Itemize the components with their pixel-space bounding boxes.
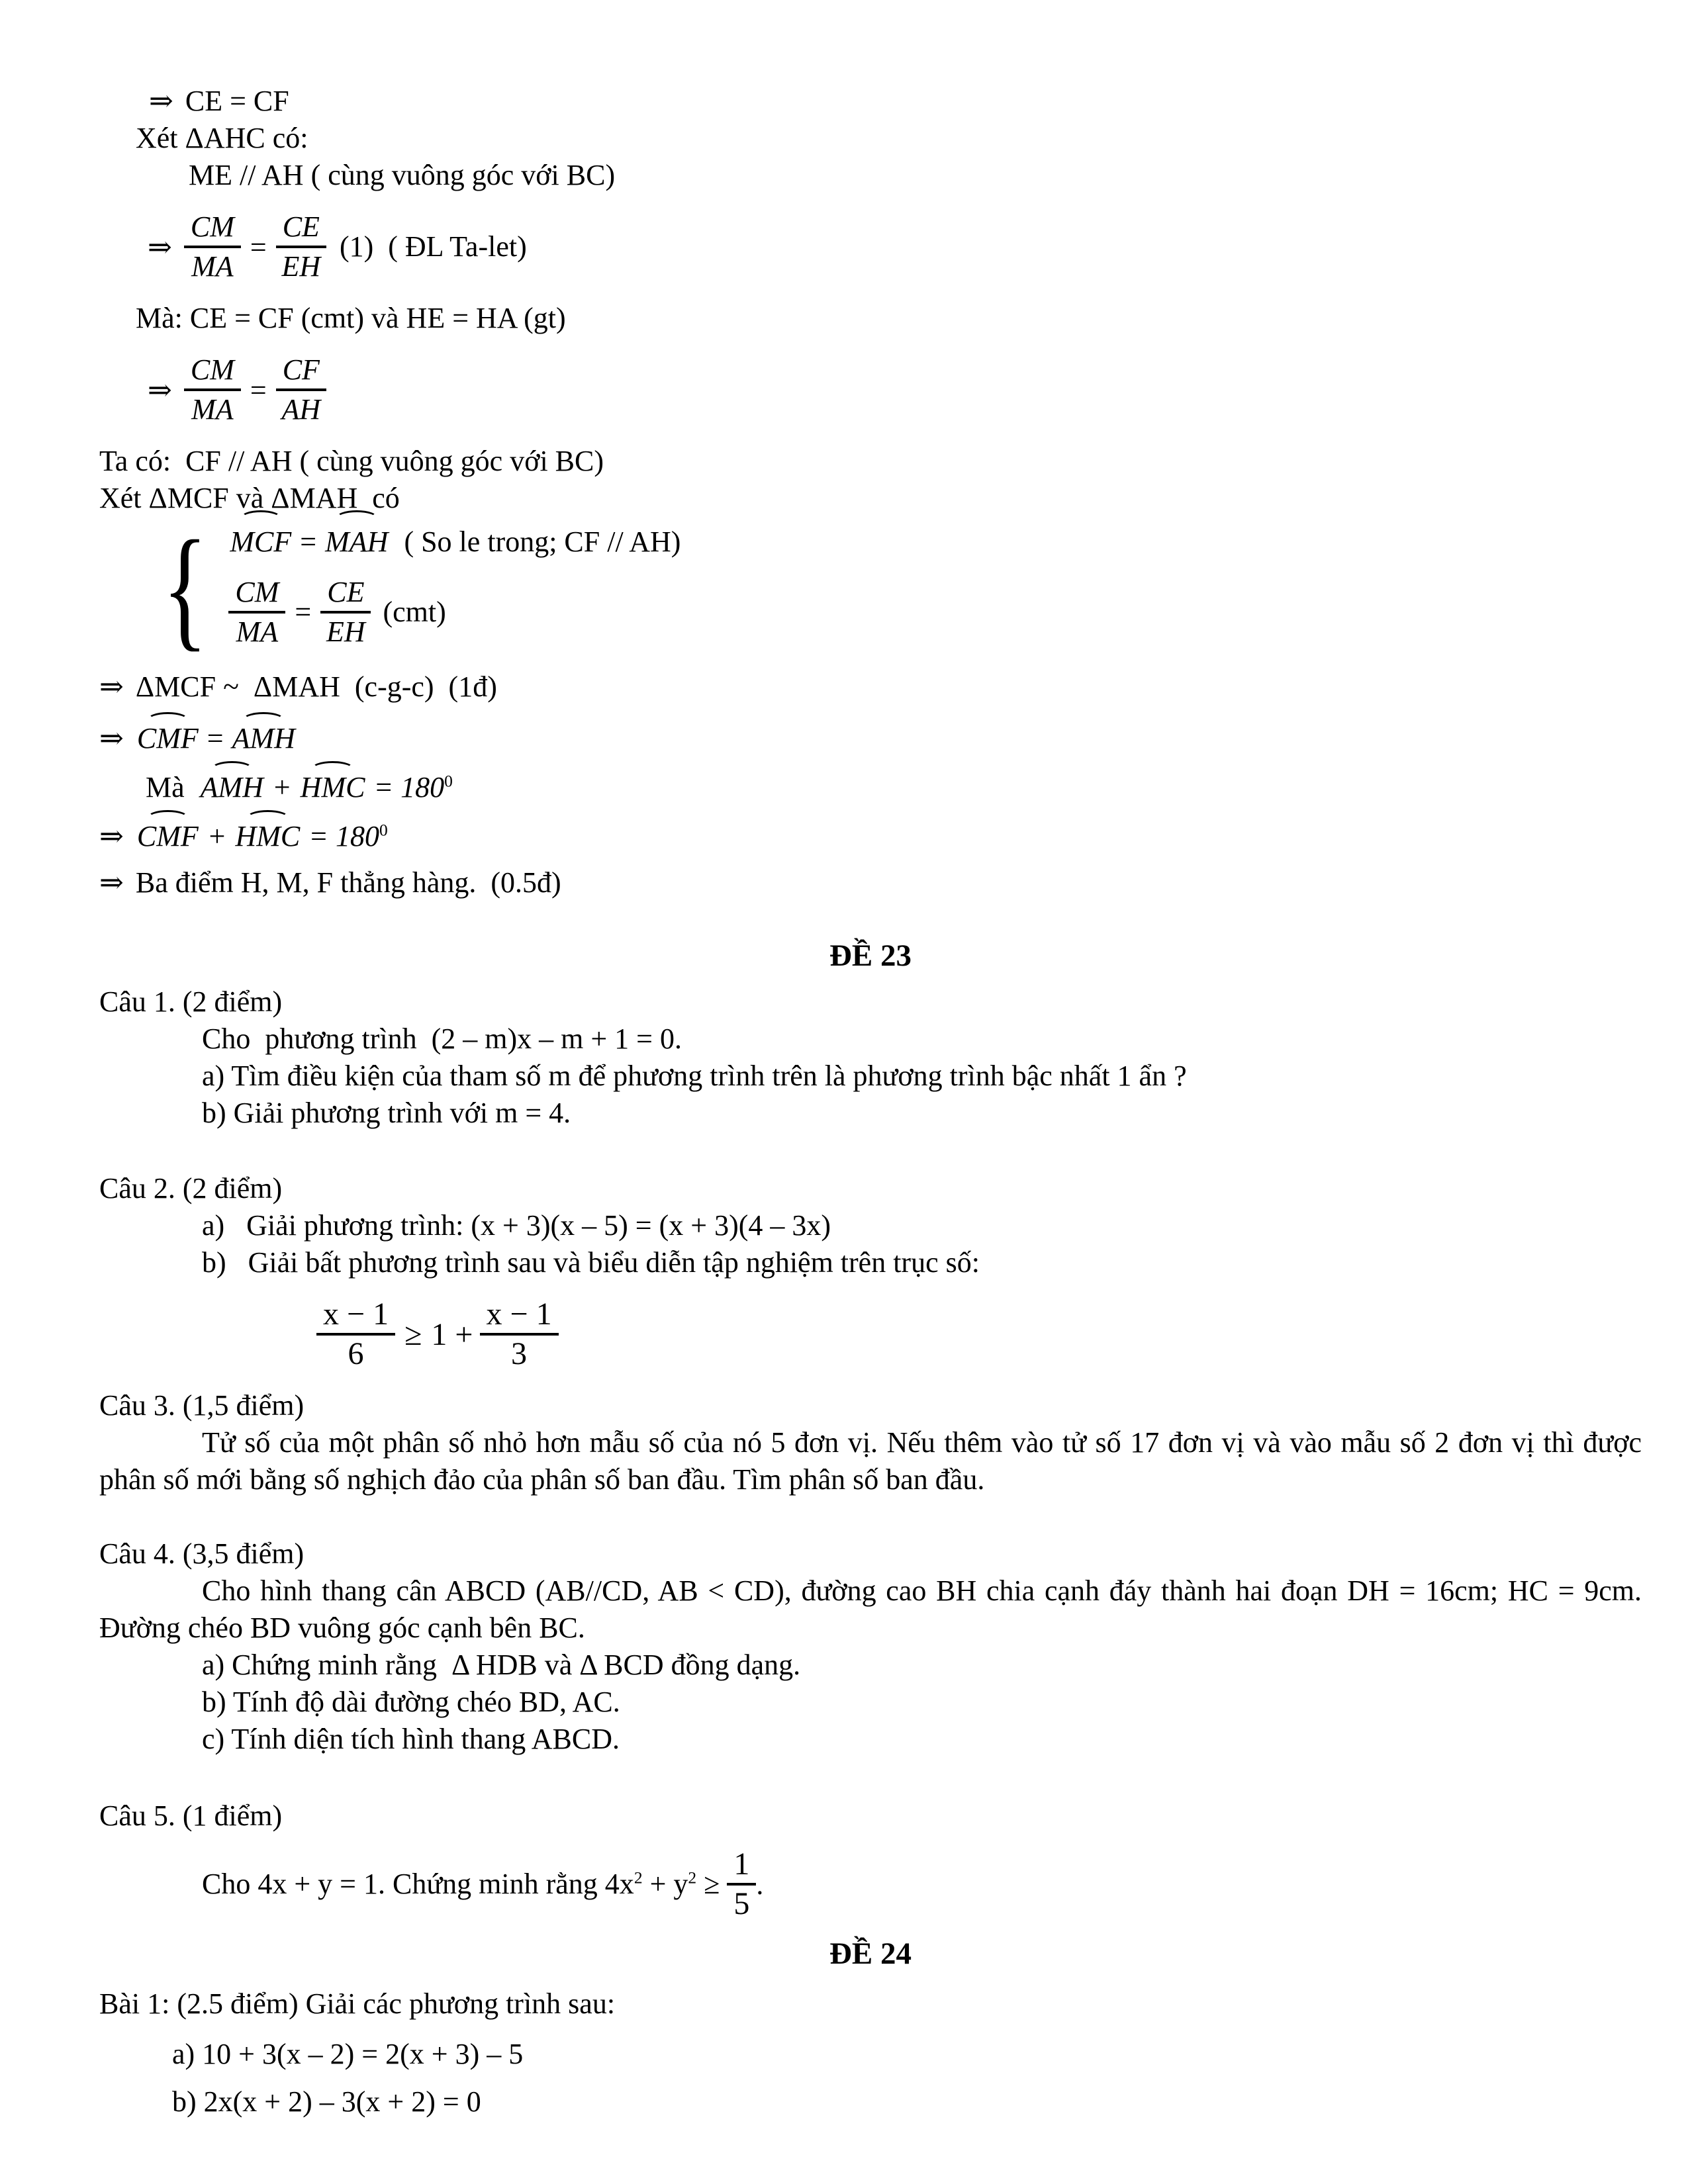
exponent: 2	[633, 1868, 643, 1888]
fraction-cm-ma	[228, 575, 285, 649]
cau1-item-a: a) Tìm điều kiện của tham số m để phương trình trên là phương trình bậc nhất 1 ẩn ?	[202, 1060, 1187, 1092]
equation-note: (1) ( ĐL Ta-let)	[339, 230, 527, 263]
fraction-denominator: EH	[281, 250, 321, 283]
implies-icon: ⇒	[99, 866, 124, 899]
proof-text: CE = CF	[185, 85, 289, 117]
fraction-x-1-over-3	[480, 1297, 559, 1371]
constant-one: 1 +	[431, 1316, 473, 1352]
equals-sign: =	[250, 230, 267, 263]
cau4-item-b: b) Tính độ dài đường chéo BD, AC.	[202, 1686, 620, 1718]
cau5-statement	[202, 1835, 1642, 1934]
proof-line-similar	[99, 668, 1642, 705]
exam-title-de24: ĐỀ 24	[829, 1936, 912, 1971]
proof-text: Mà	[146, 771, 199, 803]
implies-icon: ⇒	[148, 230, 172, 263]
cau4-item-a: a) Chứng minh rằng Δ HDB và Δ BCD đồng dạng.	[202, 1649, 801, 1681]
fraction-numerator: CF	[276, 353, 326, 391]
plus-sign: +	[199, 820, 234, 852]
fraction-denominator: AH	[281, 393, 321, 426]
fraction-denominator: 5	[733, 1886, 750, 1921]
fraction-numerator: CM	[228, 575, 285, 614]
system-row-angles	[228, 518, 680, 566]
angle-hmc: HMC	[299, 769, 367, 806]
fraction-denominator: 6	[348, 1336, 364, 1371]
cau2-heading: Câu 2. (2 điểm)	[99, 1172, 283, 1205]
proof-line-xet-ahc: Xét ΔAHC có:	[136, 122, 308, 154]
fraction-numerator: x − 1	[480, 1297, 559, 1336]
angle-cmf: CMF	[136, 818, 200, 855]
fraction-numerator: CM	[184, 210, 241, 248]
equals-value: = 180	[366, 771, 445, 803]
proof-line-ce-cf	[149, 83, 1642, 120]
fraction-numerator: CM	[184, 353, 241, 391]
fraction-cf-ah	[276, 353, 326, 427]
fraction-cm-ma	[184, 353, 241, 427]
implies-icon: ⇒	[99, 670, 124, 703]
proof-line-ma: Mà: CE = CF (cmt) và HE = HA (gt)	[136, 302, 566, 334]
fraction-numerator: x − 1	[316, 1297, 395, 1336]
cau1-intro: Cho phương trình (2 – m)x – m + 1 = 0.	[202, 1023, 682, 1055]
fraction-numerator: CE	[276, 210, 326, 248]
angle-mah: MAH	[324, 518, 389, 566]
cau5-heading: Câu 5. (1 điểm)	[99, 1799, 283, 1832]
system-row-fractions	[228, 566, 680, 659]
proof-line-conclusion	[99, 864, 1642, 901]
angle-hmc: HMC	[234, 818, 301, 855]
cau2-inequality	[316, 1281, 1642, 1387]
cau4-item-c: c) Tính diện tích hình thang ABCD.	[202, 1723, 620, 1755]
proof-equation-talet	[148, 194, 1642, 300]
fraction-denominator: MA	[191, 393, 234, 426]
bai1-item-a: a) 10 + 3(x – 2) = 2(x + 3) – 5	[172, 2038, 524, 2070]
cau5-text-mid: + y	[642, 1868, 688, 1900]
equals-sign: =	[300, 525, 317, 558]
cau2-item-b: b) Giải bất phương trình sau và biểu diễn tập nghiệm trên trục số:	[202, 1246, 980, 1279]
plus-sign: +	[264, 771, 299, 803]
system-rows	[228, 518, 680, 659]
fraction-ce-eh	[320, 575, 371, 649]
equals-sign: =	[295, 596, 312, 628]
proof-equation-cf-ah	[148, 337, 1642, 443]
cau3-body: Tử số của một phân số nhỏ hơn mẫu số của nó 5 đơn vị. Nếu thêm vào tử số 17 đơn vị và vào mẫu số 2 đơn vị thì được phân số mới bằng số nghịch đảo của phân số ban đầu. Tìm phân số ban đầu.	[99, 1426, 1642, 1496]
angle-amh: AMH	[231, 720, 297, 757]
proof-line-amh-hmc	[146, 769, 1642, 806]
fraction-numerator: CE	[320, 575, 371, 614]
system-row-note: ( So le trong; CF // AH)	[389, 525, 681, 558]
implies-icon: ⇒	[148, 373, 172, 406]
proof-system	[162, 513, 1642, 663]
proof-line-cmf-amh	[99, 720, 1642, 757]
greater-equal-sign: ≥	[696, 1868, 727, 1900]
fraction-denominator: EH	[326, 615, 365, 648]
bai1-heading: Bài 1: (2.5 điểm) Giải các phương trình sau:	[99, 1987, 616, 2020]
fraction-ce-eh	[276, 210, 326, 284]
cau4-heading: Câu 4. (3,5 điểm)	[99, 1537, 305, 1570]
left-brace-icon: {	[162, 513, 208, 663]
period: .	[756, 1868, 764, 1901]
equals-sign: =	[207, 722, 224, 754]
bai1-item-b: b) 2x(x + 2) – 3(x + 2) = 0	[172, 2085, 481, 2118]
fraction-cm-ma	[184, 210, 241, 284]
equals-value: = 180	[301, 820, 379, 852]
angle-cmf: CMF	[136, 720, 200, 757]
fraction-1-over-5	[727, 1847, 756, 1921]
fraction-denominator: MA	[191, 250, 234, 283]
equals-sign: =	[250, 373, 267, 406]
cau4-body: Cho hình thang cân ABCD (AB//CD, AB < CD), đường cao BH chia cạnh đáy thành hai đoạn DH = 16cm; HC = 9cm. Đường chéo BD vuông góc cạnh bên BC.	[99, 1574, 1642, 1644]
angle-mcf: MCF	[228, 518, 293, 566]
fraction-denominator: 3	[511, 1336, 528, 1371]
proof-text: Ba điểm H, M, F thẳng hàng. (0.5đ)	[135, 866, 561, 899]
proof-text: ΔMCF ~ ΔMAH (c-g-c) (1đ)	[135, 670, 497, 703]
implies-icon: ⇒	[149, 85, 173, 117]
implies-icon: ⇒	[99, 820, 124, 852]
cau1-item-b: b) Giải phương trình với m = 4.	[202, 1097, 571, 1129]
exponent: 2	[688, 1868, 697, 1888]
cau1-heading: Câu 1. (2 điểm)	[99, 985, 283, 1018]
proof-line-ta-co: Ta có: CF // AH ( cùng vuông góc với BC)	[99, 445, 604, 477]
cau2-item-a: a) Giải phương trình: (x + 3)(x – 5) = (x + 3)(4 – 3x)	[202, 1209, 831, 1242]
cau5-text	[202, 1866, 727, 1903]
cau3-heading: Câu 3. (1,5 điểm)	[99, 1389, 305, 1422]
fraction-numerator: 1	[727, 1847, 756, 1886]
equation-note: (cmt)	[383, 596, 446, 628]
angle-amh: AMH	[199, 769, 265, 806]
fraction-denominator: MA	[236, 615, 279, 648]
proof-line-xet-mcf-mah: Xét ΔMCF và ΔMAH có	[99, 482, 400, 514]
degree-superscript: 0	[444, 771, 453, 791]
proof-line-me-ah: ME // AH ( cùng vuông góc với BC)	[189, 159, 616, 191]
exam-title-de23: ĐỀ 23	[829, 938, 912, 973]
cau5-text-pre: Cho 4x + y = 1. Chứng minh rằng 4x	[202, 1868, 634, 1900]
fraction-x-1-over-6	[316, 1297, 395, 1371]
degree-superscript: 0	[379, 820, 388, 840]
implies-icon: ⇒	[99, 722, 124, 754]
greater-equal-sign: ≥	[404, 1316, 422, 1352]
proof-line-cmf-hmc	[99, 818, 1642, 855]
